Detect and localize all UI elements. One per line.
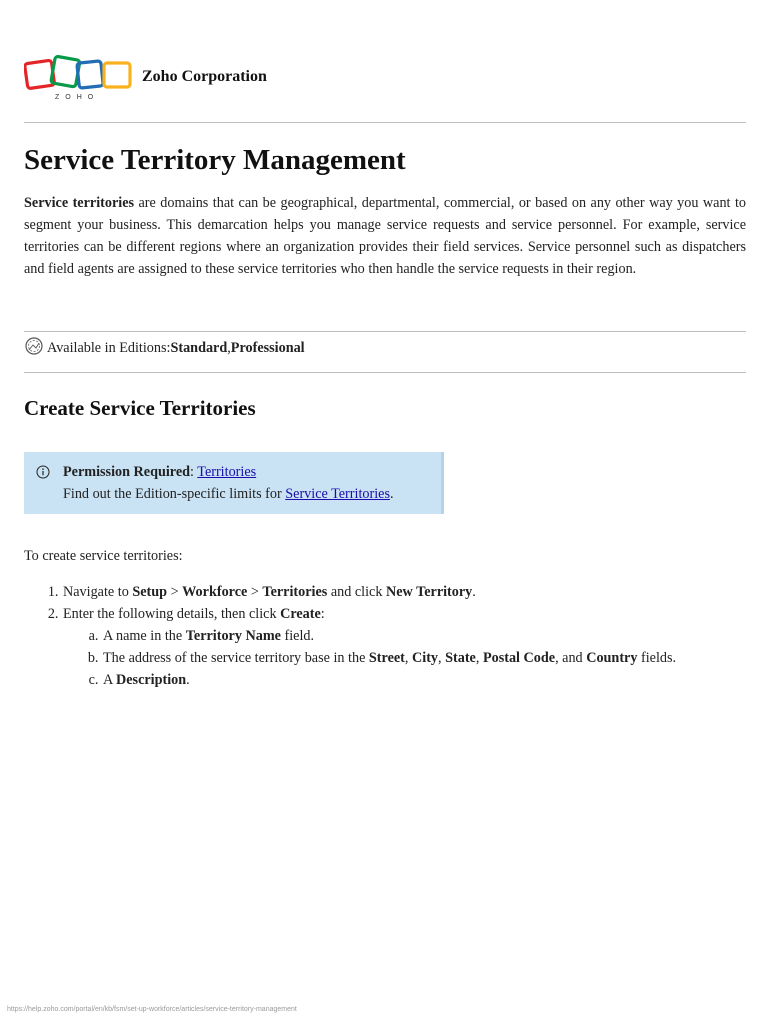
intro-paragraph [24, 192, 746, 280]
substep-b-end: fields. [637, 650, 677, 666]
editions-separator: , [227, 340, 231, 356]
editions-top-divider [24, 331, 746, 332]
company-name: Zoho Corporation [142, 68, 267, 85]
separator: , [475, 650, 483, 666]
substep-c-text: A [103, 672, 117, 688]
step1-text: and click [327, 584, 386, 600]
substep-a-end: field. [280, 628, 315, 644]
limits-text: Find out the Edition-specific limits for [63, 486, 286, 502]
separator: , [404, 650, 412, 666]
header-divider [24, 122, 746, 123]
page-title: Service Territory Management [24, 144, 406, 176]
edition-standard: Standard [170, 340, 228, 356]
svg-text:ZOHO: ZOHO [55, 94, 100, 101]
step1-gt: > [247, 584, 263, 600]
zoho-logo-icon [24, 55, 134, 101]
territories-term: Territories [262, 584, 328, 600]
details-sublist [63, 625, 676, 691]
state-term: State [445, 650, 476, 666]
substep-a-text: A name in the [103, 628, 186, 644]
territory-name-term: Territory Name [185, 628, 281, 644]
permission-colon: : [190, 464, 198, 480]
service-territories-link[interactable]: Service Territories [285, 486, 390, 502]
create-term: Create [280, 606, 321, 622]
substep-name [102, 625, 676, 647]
setup-term: Setup [132, 584, 168, 600]
step-enter-details [62, 603, 676, 691]
intro-term: Service territories [24, 195, 135, 211]
editions-label: Available in Editions: [47, 340, 171, 356]
info-icon [36, 465, 50, 479]
step-navigate [62, 581, 676, 603]
limits-period: . [389, 486, 394, 502]
separator: , [438, 650, 446, 666]
footer-url: https://help.zoho.com/portal/en/kb/fsm/set-up-workforce/articles/service-territory-management [7, 1006, 297, 1013]
step1-text: Navigate to [63, 584, 133, 600]
street-term: Street [368, 650, 405, 666]
intro-text: are domains that can be geographical, departmental, commercial, or based on any other way you want to segment your business. This demarcation helps you manage service requests and service personnel. For example, service territories can be different regions where an organization provides their field services. Service personnel such as dispatchers and field agents are assigned to these service territories who then handle the service requests in their region. [24, 195, 746, 277]
zoho-logo [24, 55, 134, 101]
substep-c-end: . [186, 672, 190, 688]
substep-b-text: The address of the service territory base in the [103, 650, 369, 666]
new-territory-term: New Territory [385, 584, 473, 600]
permission-note [24, 452, 444, 514]
territories-link[interactable]: Territories [197, 464, 257, 480]
substep-address [102, 647, 676, 669]
separator: , and [555, 650, 587, 666]
steps-list [24, 581, 676, 691]
description-term: Description [116, 672, 187, 688]
step2-text: Enter the following details, then click [63, 606, 281, 622]
substep-description [102, 669, 676, 691]
city-term: City [412, 650, 439, 666]
postal-code-term: Postal Code [482, 650, 556, 666]
permission-label: Permission Required [63, 464, 191, 480]
editions-icon [24, 336, 44, 356]
permission-line [63, 461, 256, 483]
step1-end: . [472, 584, 476, 600]
limits-line [63, 483, 394, 505]
editions-bottom-divider [24, 372, 746, 373]
country-term: Country [586, 650, 638, 666]
step2-end: : [320, 606, 325, 622]
section-title: Create Service Territories [24, 396, 256, 420]
workforce-term: Workforce [182, 584, 248, 600]
steps-intro: To create service territories: [24, 548, 183, 564]
header [24, 55, 267, 101]
edition-professional: Professional [230, 340, 305, 356]
step1-gt: > [167, 584, 183, 600]
editions-bar [24, 340, 305, 357]
